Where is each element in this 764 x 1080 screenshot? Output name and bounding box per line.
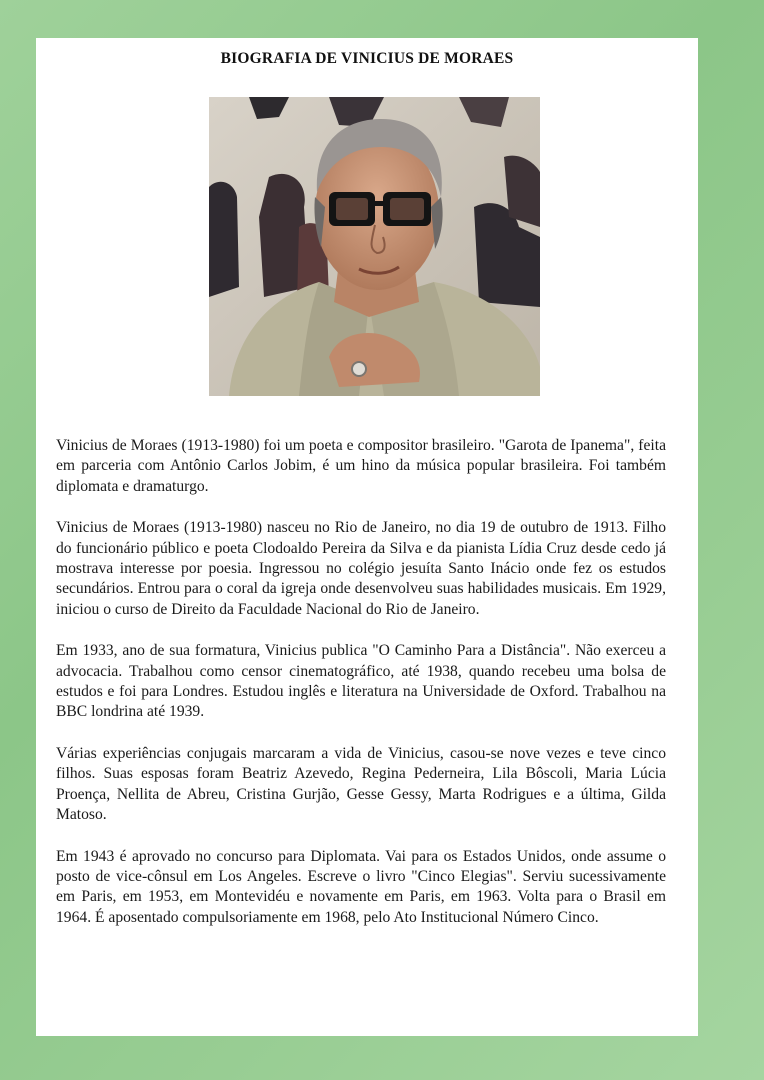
paragraph-3: Em 1933, ano de sua formatura, Vinicius publica "O Caminho Para a Distância". Não exerceu a advocacia. Trabalhou como censor cinematográfico, até 1938, quando recebeu uma bolsa de estudos e foi para Londres. Estudou inglês e literatura na Universidade de Oxford. Trabalhou na BBC londrina até 1939. [56,642,666,721]
paragraph-4: Várias experiências conjugais marcaram a vida de Vinicius, casou-se nove vezes e teve cinco filhos. Suas esposas foram Beatriz Azevedo, Regina Pederneira, Lila Bôscoli, Maria Lúcia Proença, Nellita de Abreu, Cristina Gurjão, Gesse Gessy, Marta Rodrigues e a última, Gilda Matoso. [56,744,666,824]
paragraph-5: Em 1943 é aprovado no concurso para Diplomata. Vai para os Estados Unidos, onde assume o posto de vice-cônsul em Los Angeles. Escreve o livro "Cinco Elegias". Serviu sucessivamente em Paris, em 1953, em Montevidéu e novamente em Paris, em 1963. Volta para o Brasil em 1964. É aposentado compulsoriamente em 1968, pelo Ato Institucional Número Cinco. [56,847,666,926]
portrait-illustration [209,97,540,396]
paragraph-2: Vinicius de Moraes (1913-1980) nasceu no Rio de Janeiro, no dia 19 de outubro de 1913. Filho do funcionário público e poeta Clodoaldo Pereira da Silva e da pianista Lídia Cruz desde cedo já mostrava interesse por poesia. Ingressou no colégio jesuíta Santo Inácio onde fez os estudos secundários. Entrou para o coral da igreja onde desenvolveu suas habilidades musicais. Em 1929, iniciou o curso de Direito da Faculdade Nacional do Rio de Janeiro. [56,519,666,618]
document-title: BIOGRAFIA DE VINICIUS DE MORAES [220,50,514,67]
paragraph-1: Vinicius de Moraes (1913-1980) foi um poeta e compositor brasileiro. "Garota de Ipanema", feita em parceria com Antônio Carlos Jobim, é um hino da música popular brasileira. Foi também diplomata e dramaturgo. [56,437,666,495]
portrait-photo [209,97,540,396]
document-page [36,38,698,1036]
biography-text [56,436,666,949]
